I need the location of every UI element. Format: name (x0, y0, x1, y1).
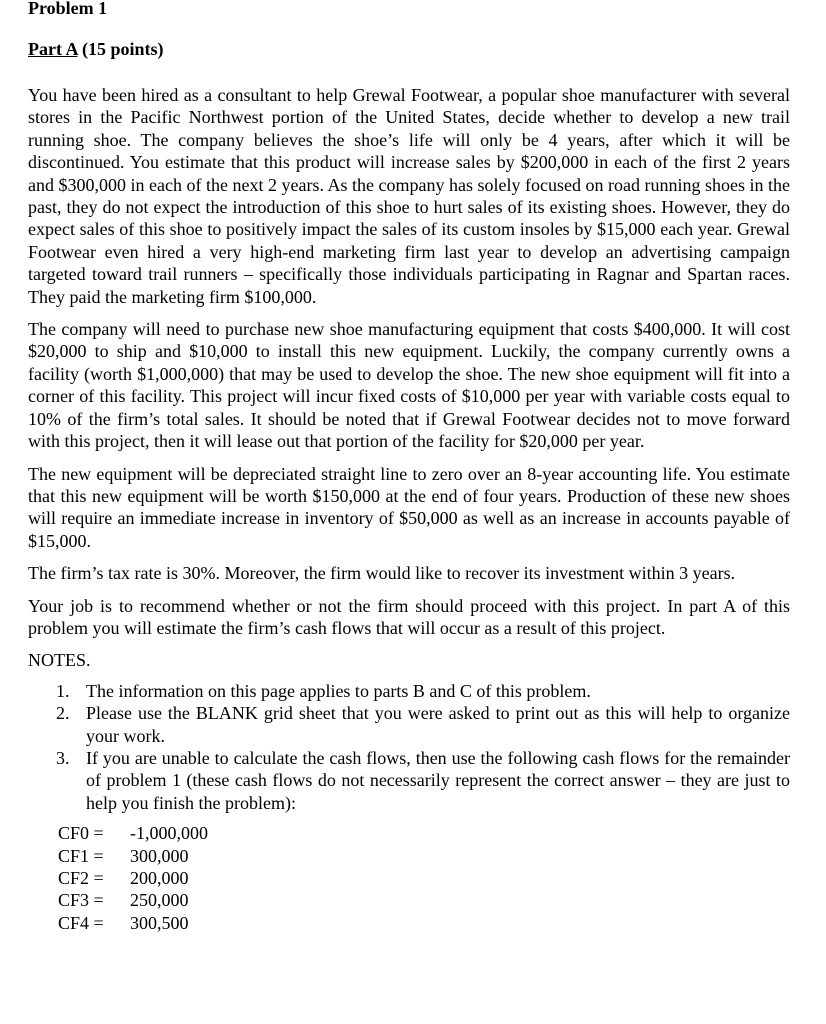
cash-flow-row (58, 867, 790, 889)
note-item (56, 747, 790, 814)
paragraph-depreciation: The new equipment will be depreciated straight line to zero over an 8-year accounting life. You estimate that this new equipment will be worth $150,000 at the end of four years. Production of these new shoes will require an immediate increase in inventory of $50,000 as well as an increase in accounts payable of $15,000. (28, 463, 790, 551)
cash-flow-label: CF0 = (58, 823, 104, 844)
note-text: If you are unable to calculate the cash flows, then use the following cash flows for the remainder of problem 1 (these cash flows do not necessarily represent the correct answer – they are just to help you finish the problem): (86, 747, 790, 813)
cash-flow-value: 250,000 (130, 890, 189, 911)
cash-flow-row (58, 912, 790, 934)
cash-flow-label: CF2 = (58, 867, 104, 888)
cash-flow-value: -1,000,000 (130, 823, 208, 844)
part-points: (15 points) (77, 39, 164, 59)
paragraph-job: Your job is to recommend whether or not the firm should proceed with this project. In part A of this problem you will estimate the firm’s cash flows that will occur as a result of this project. (28, 595, 790, 638)
cash-flow-value: 300,000 (130, 845, 189, 866)
cash-flow-list (58, 822, 790, 934)
note-number: 1. (56, 680, 70, 701)
cash-flow-value: 200,000 (130, 867, 189, 888)
paragraph-intro: You have been hired as a consultant to help Grewal Footwear, a popular shoe manufacturer with several stores in the Pacific Northwest portion of the United States, decide whether to develop a new trail running shoe. The company believes the shoe’s life will only be 4 years, after which it will be discontinued. You estimate that this product will increase sales by $200,000 in each of the first 2 years and $300,000 in each of the next 2 years. As the company has solely focused on road running shoes in the past, they do not expect the introduction of this shoe to hurt sales of its existing shoes. However, they do expect sales of this shoe to positively impact the sales of its custom insoles by $15,000 each year. Grewal Footwear even hired a very high-end marketing firm last year to develop an advertising campaign targeted toward trail runners – specifically those individuals participating in Ragnar and Spartan races. They paid the marketing firm $100,000. (28, 85, 790, 307)
cash-flow-row (58, 822, 790, 844)
part-label: Part A (28, 39, 78, 59)
note-item (56, 680, 790, 702)
notes-list (28, 680, 790, 814)
paragraph-equipment: The company will need to purchase new shoe manufacturing equipment that costs $400,000. It will cost $20,000 to ship and $10,000 to install this new equipment. Luckily, the company currently owns a facility (worth $1,000,000) that may be used to develop the shoe. The new shoe equipment will fit into a corner of this facility. This project will incur fixed costs of $10,000 per year with variable costs equal to 10% of the firm’s total sales. It should be noted that if Grewal Footwear decides not to move forward with this project, then it will lease out that portion of the facility for $20,000 per year. (28, 319, 790, 452)
cash-flow-value: 300,500 (130, 912, 189, 933)
paragraph-tax: The firm’s tax rate is 30%. Moreover, the firm would like to recover its investment within 3 years. (28, 563, 736, 584)
part-title (28, 38, 164, 60)
note-number: 2. (56, 703, 70, 724)
note-text: Please use the BLANK grid sheet that you were asked to print out as this will help to organize your work. (86, 703, 790, 746)
cash-flow-row (58, 845, 790, 867)
document-body (28, 84, 790, 934)
note-item (56, 702, 790, 747)
cash-flow-label: CF4 = (58, 912, 104, 933)
notes-heading: NOTES. (28, 650, 91, 671)
problem-title (28, 0, 107, 19)
cash-flow-row (58, 889, 790, 911)
note-text: The information on this page applies to parts B and C of this problem. (86, 680, 591, 701)
cash-flow-label: CF3 = (58, 890, 104, 911)
note-number: 3. (56, 747, 70, 768)
cash-flow-label: CF1 = (58, 845, 104, 866)
problem-title-text: Problem 1 (28, 0, 108, 18)
